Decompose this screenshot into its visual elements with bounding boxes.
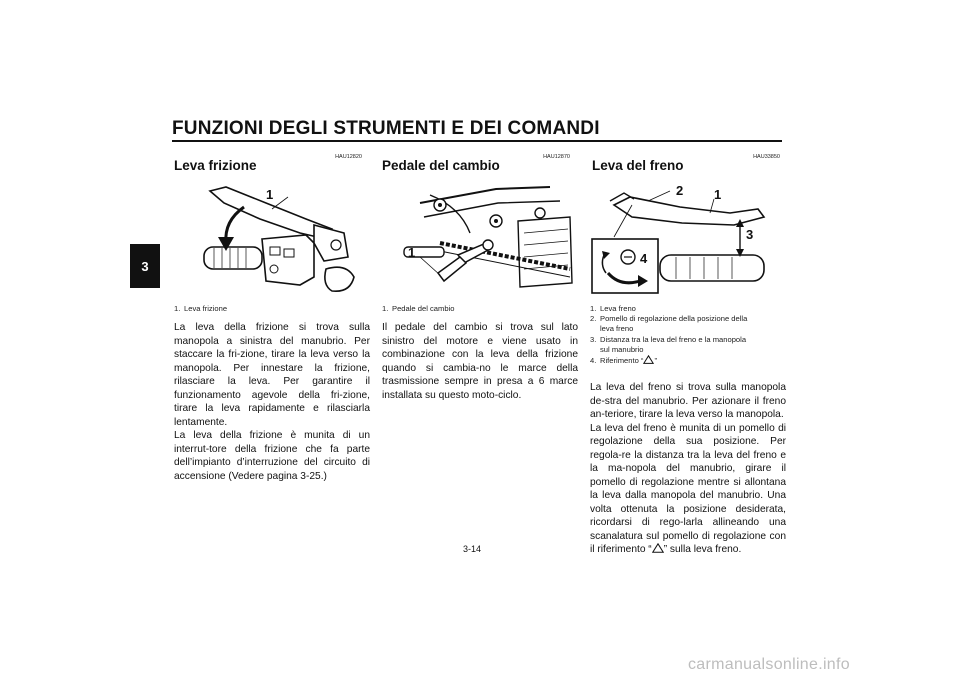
paragraph: La leva della frizione è munita di un interrut-tore della frizione che fa parte dell’impianto d’interruzione del circuito di accensione (Vedere pagina 3-25.): [174, 430, 370, 482]
page-header-title: FUNZIONI DEGLI STRUMENTI E DEI COMANDI: [172, 118, 600, 139]
section-body-clutch: [174, 321, 370, 483]
caption-item: 1. Pedale del cambio: [382, 304, 455, 313]
paragraph: La leva della frizione si trova sulla manopola a sinistra del manubrio. Per staccare la fri-zione, tirare la leva verso la manopola. Per innestare la frizione, rilasciare la leva. Per garantire il funzionamento agevole della fri-zione, tirare la leva rapidamente e rilasciarla lentamente.: [174, 322, 370, 428]
brake-lever-illustration: [590, 177, 780, 299]
section-title-shift-pedal: Pedale del cambio: [382, 158, 500, 173]
section-title-brake-lever: Leva del freno: [592, 158, 684, 173]
callout-3: 3: [746, 227, 754, 242]
header-rule: [172, 140, 782, 142]
section-code: HAU12820: [335, 154, 362, 160]
figure-caption: [174, 304, 370, 314]
chapter-tab: 3: [130, 244, 160, 288]
caption-item: 1. Leva freno: [590, 304, 636, 313]
figure-caption: 1. Leva freno 2. Pomello di regolazione della posizione della leva freno 3. Distanza tra la leva del freno e la manopola sul manubrio 4. Riferimento “ ”: [590, 304, 786, 366]
caption-item: 1. Leva frizione: [174, 304, 228, 313]
callout-1: 1: [266, 187, 274, 202]
triangle-reference-icon: [643, 355, 654, 364]
paragraph: La leva del freno si trova sulla manopola de-stra del manubrio. Per azionare il freno an-teriore, tirare la leva verso la manopola.: [590, 382, 786, 420]
section-code: HAU33850: [753, 154, 780, 160]
section-code: HAU12870: [543, 154, 570, 160]
callout-1: 1: [714, 187, 722, 202]
clutch-lever-illustration: [196, 177, 366, 299]
caption-item: 4. Riferimento “ ”: [590, 356, 657, 366]
paragraph: Il pedale del cambio si trova sul lato sinistro del motore e viene usato in combinazione con la leva della frizione quando si cambia-no le marce della trasmissione sempre in presa a 6 marce installata su questo moto-ciclo.: [382, 322, 578, 401]
caption-item: 3. Distanza tra la leva del freno e la manopola: [590, 334, 747, 344]
section-body-brake-lever: [590, 381, 786, 557]
callout-1: 1: [408, 245, 416, 260]
shift-pedal-illustration: [400, 177, 576, 299]
caption-item: 2. Pomello di regolazione della posizione della: [590, 314, 748, 324]
callout-4: 4: [640, 251, 648, 266]
figure-caption: [382, 304, 578, 314]
callout-2: 2: [676, 183, 684, 198]
paragraph: La leva del freno è munita di un pomello di regolazione della sua posizione. Per regola-re la distanza tra la leva del freno e la ma-nopola del manubrio, girare il pomello di regolazione mentre si allontana la leva dalla manopola del manubrio. Una volta ottenuta la posizione desiderata, ricordarsi di rego-larla allineando una scanalatura sul pomello di regolazione con il riferimento “ ” sulla leva freno.: [590, 422, 786, 555]
section-title-clutch: Leva frizione: [174, 158, 257, 173]
watermark: carmanualsonline.info: [688, 656, 850, 673]
triangle-reference-icon: [652, 543, 664, 553]
section-body-shift-pedal: [382, 321, 578, 402]
page-number: 3-14: [463, 544, 482, 554]
